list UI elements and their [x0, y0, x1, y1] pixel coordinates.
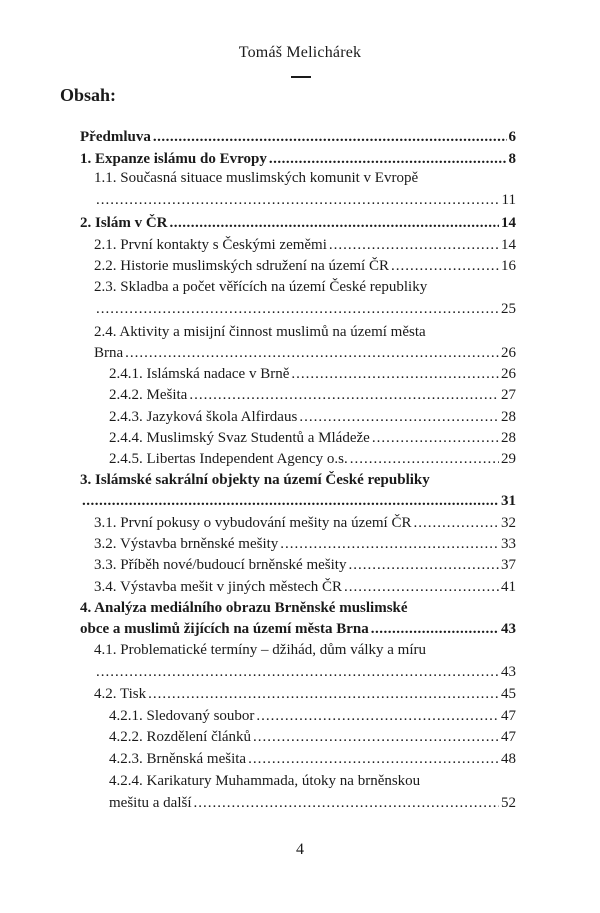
toc-entry-title: 4.1. Problematické termíny – džihád, dům války a míru [94, 642, 427, 658]
toc-entry [109, 748, 516, 770]
toc-entry [80, 126, 516, 148]
dot-leader [194, 792, 500, 814]
dot-leader [248, 748, 499, 770]
toc-entry-page: 52 [501, 795, 516, 811]
toc-entry-page: 8 [508, 151, 516, 167]
toc-entry [94, 576, 516, 598]
contents-heading: Obsah: [60, 85, 117, 105]
toc-entry [94, 255, 516, 277]
toc-entry-title: 3.2. Výstavba brněnské mešity [94, 536, 279, 552]
dot-leader [170, 212, 499, 234]
dot-leader [413, 512, 499, 534]
toc-entry-title: 2.2. Historie muslimských sdružení na území ČR [94, 258, 389, 274]
toc-entry [94, 683, 516, 705]
running-header-author: Tomáš Melichárek [238, 44, 362, 61]
toc-entry-page: 16 [501, 258, 516, 274]
toc-entry-title: 3. Islámské sakrální objekty na území České republiky [80, 472, 430, 488]
dot-leader [391, 255, 499, 277]
toc-entry-continuation [94, 189, 516, 211]
toc-entry-continuation [94, 298, 516, 320]
toc-entry-title: 3.1. První pokusy o vybudování mešity na území ČR [94, 515, 412, 531]
toc-entry-title: 2.4. Aktivity a misijní činnost muslimů na území města [94, 324, 426, 340]
toc-entry-continuation [94, 661, 516, 683]
toc-entry-title: 3.4. Výstavba mešit v jiných městech ČR [94, 579, 343, 595]
dot-leader [148, 683, 499, 705]
toc-entry-page: 14 [501, 215, 516, 231]
dot-leader [291, 363, 499, 385]
toc-entry-page: 48 [501, 751, 516, 767]
toc-entry-title: obce a muslimů žijících na území města Brna [80, 621, 369, 637]
toc-entry-page: 43 [501, 664, 516, 680]
dot-leader [348, 554, 499, 576]
toc-entry-title: 2.4.5. Libertas Independent Agency o.s. [109, 451, 348, 467]
toc-entry-continuation [80, 490, 516, 512]
toc-entry-title: 2.3. Skladba a počet věřících na území České republiky [94, 279, 428, 295]
toc-entry-title: 4.2.1. Sledovaný soubor [109, 708, 255, 724]
toc-entry-title: 4.2.2. Rozdělení článků [109, 729, 252, 745]
toc-entry-page: 28 [501, 409, 516, 425]
toc-entry-continuation [94, 342, 516, 364]
toc-entry [94, 533, 516, 555]
toc-entry-title: 4.2.4. Karikatury Muhammada, útoky na brněnskou [109, 773, 421, 789]
toc-entry-page: 28 [501, 430, 516, 446]
toc-entry [94, 554, 516, 576]
toc-entry-page: 14 [501, 237, 516, 253]
page-number: 4 [296, 841, 304, 858]
toc-entry-title: 2.4.2. Mešita [109, 387, 188, 403]
toc-entry-title: 2.1. První kontakty s Českými zeměmi [94, 237, 327, 253]
dot-leader [256, 705, 499, 727]
dot-leader [82, 490, 499, 512]
toc-entry [109, 448, 516, 470]
dot-leader [189, 384, 499, 406]
dot-leader [350, 448, 499, 470]
toc-entry-page: 31 [501, 493, 516, 509]
toc-entry-title: Brna [94, 345, 124, 361]
dot-leader [372, 427, 499, 449]
toc-entry-page: 41 [501, 579, 516, 595]
toc-entry [109, 384, 516, 406]
toc-entry [109, 363, 516, 385]
toc-entry-page: 47 [501, 708, 516, 724]
toc-entry-page: 33 [501, 536, 516, 552]
toc-entry-page: 37 [501, 557, 516, 573]
dot-leader [96, 189, 500, 211]
toc-entry [94, 512, 516, 534]
dot-leader [96, 661, 499, 683]
toc-entry-title: 1.1. Současná situace muslimských komunit v Evropě [94, 170, 419, 186]
dot-leader [329, 234, 499, 256]
dot-leader [125, 342, 499, 364]
toc-entry-title: 4. Analýza mediálního obrazu Brněnské muslimské [80, 600, 408, 616]
toc-entry-page: 6 [508, 129, 516, 145]
toc-entry-title: 2.4.1. Islámská nadace v Brně [109, 366, 290, 382]
toc-entry-title: 4.2.3. Brněnská mešita [109, 751, 247, 767]
toc-entry-title: mešitu a další [109, 795, 192, 811]
toc-entry [109, 705, 516, 727]
toc-entry-page: 45 [501, 686, 516, 702]
dot-leader [253, 726, 499, 748]
toc-entry-title: 2.4.4. Muslimský Svaz Studentů a Mládeže [109, 430, 370, 446]
toc-entry-continuation [109, 792, 516, 814]
toc-entry-title: 2.4.3. Jazyková škola Alfirdaus [109, 409, 298, 425]
dot-leader [280, 533, 499, 555]
toc-entry [109, 427, 516, 449]
toc-entry [80, 212, 516, 234]
toc-entry-page: 32 [501, 515, 516, 531]
toc-entry-page: 25 [501, 301, 516, 317]
toc-entry-page: 11 [501, 192, 516, 208]
toc-entry-continuation [80, 618, 516, 640]
toc-entry-page: 27 [501, 387, 516, 403]
toc-entry-page: 43 [501, 621, 516, 637]
toc-entry-page: 26 [501, 366, 516, 382]
toc-entry-title: Předmluva [80, 129, 151, 145]
dot-leader [344, 576, 499, 598]
dot-leader [299, 406, 499, 428]
dot-leader [96, 298, 499, 320]
dot-leader [153, 126, 507, 148]
toc-entry-title: 1. Expanze islámu do Evropy [80, 151, 267, 167]
toc-entry [94, 234, 516, 256]
toc-entry [109, 726, 516, 748]
dot-leader [371, 618, 499, 640]
toc-entry-page: 29 [501, 451, 516, 467]
toc-entry [109, 406, 516, 428]
toc-entry-page: 47 [501, 729, 516, 745]
toc-entry-title: 4.2. Tisk [94, 686, 147, 702]
toc-entry-title: 2. Islám v ČR [80, 215, 168, 231]
toc-entry-title: 3.3. Příběh nové/budoucí brněnské mešity [94, 557, 347, 573]
header-rule [291, 76, 311, 78]
toc-entry-page: 26 [501, 345, 516, 361]
